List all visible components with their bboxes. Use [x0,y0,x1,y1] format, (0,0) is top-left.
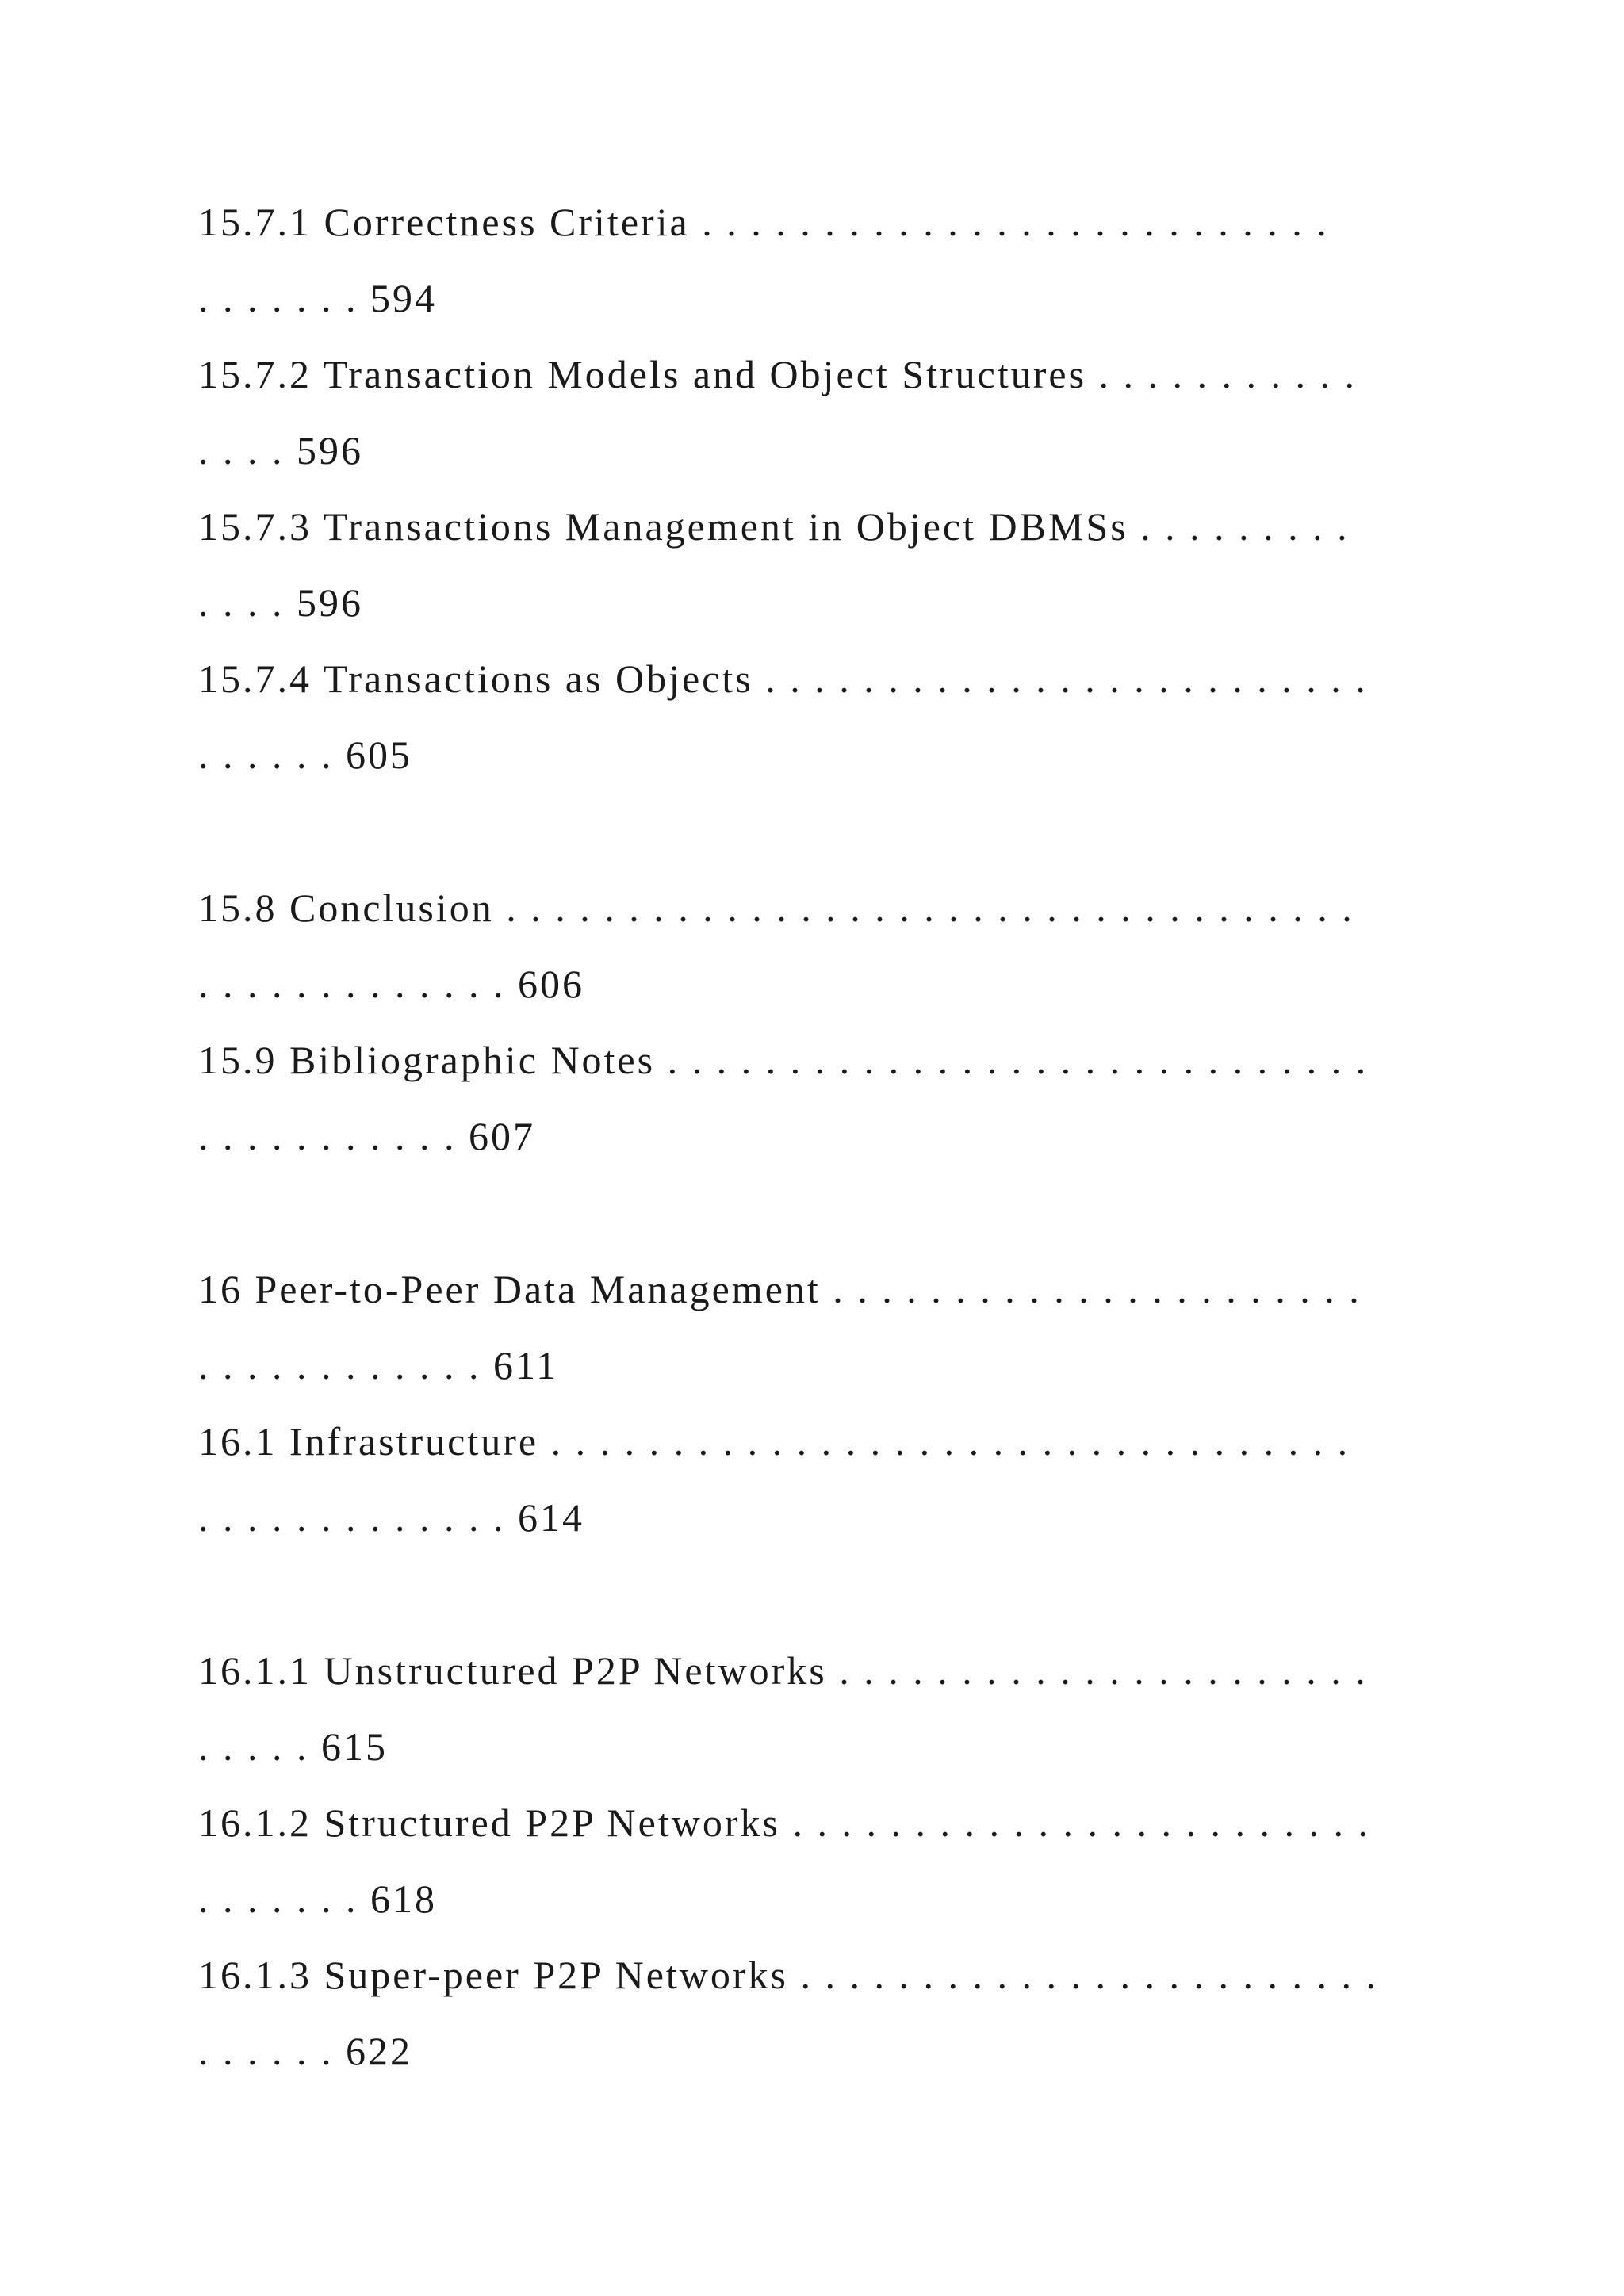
toc-entry-15-7-1: 15.7.1 Correctness Criteria . . . . . . . . . . . . . . . . . . . . . . . . . . [198,200,1329,244]
toc-entry-15-7-1-page: . . . . . . . 594 [198,276,437,320]
toc-entry-15-7-4: 15.7.4 Transactions as Objects . . . . . . . . . . . . . . . . . . . . . . . . . [198,656,1368,701]
toc-entry-15-7-2-page: . . . . 596 [198,428,363,473]
toc-entry-16-1-1: 16.1.1 Unstructured P2P Networks . . . . . . . . . . . . . . . . . . . . . . [198,1648,1368,1693]
toc-entry-16-1-3: 16.1.3 Super-peer P2P Networks . . . . . . . . . . . . . . . . . . . . . . . . [198,1953,1379,1997]
toc-entry-16-1: 16.1 Infrastructure . . . . . . . . . . . . . . . . . . . . . . . . . . . . . . . . . [198,1419,1350,1464]
toc-entry-15-7-3: 15.7.3 Transactions Management in Object DBMSs . . . . . . . . . [198,504,1350,549]
toc-entry-16: 16 Peer-to-Peer Data Management . . . . . . . . . . . . . . . . . . . . . . [198,1267,1362,1311]
toc-entry-15-9-page: . . . . . . . . . . . 607 [198,1114,535,1158]
toc-entry-15-9: 15.9 Bibliographic Notes . . . . . . . . . . . . . . . . . . . . . . . . . . . . . [198,1038,1369,1082]
toc-entry-15-8: 15.8 Conclusion . . . . . . . . . . . . . . . . . . . . . . . . . . . . . . . . . . . [198,886,1354,930]
toc-entry-16-1-3-page: . . . . . . 622 [198,2029,412,2073]
toc-entry-15-7-3-page: . . . . 596 [198,580,363,625]
toc-entry-16-1-1-page: . . . . . 615 [198,1724,388,1769]
toc-entry-16-1-2: 16.1.2 Structured P2P Networks . . . . . . . . . . . . . . . . . . . . . . . . [198,1800,1370,1845]
toc-entry-16-page: . . . . . . . . . . . . 611 [198,1343,559,1387]
toc-entry-15-7-4-page: . . . . . . 605 [198,733,412,777]
toc-entry-16-1-page: . . . . . . . . . . . . . 614 [198,1495,584,1540]
toc-entry-15-8-page: . . . . . . . . . . . . . 606 [198,962,584,1006]
toc-entry-15-7-2: 15.7.2 Transaction Models and Object Structures . . . . . . . . . . . [198,352,1358,396]
toc-entry-16-1-2-page: . . . . . . . 618 [198,1877,437,1921]
